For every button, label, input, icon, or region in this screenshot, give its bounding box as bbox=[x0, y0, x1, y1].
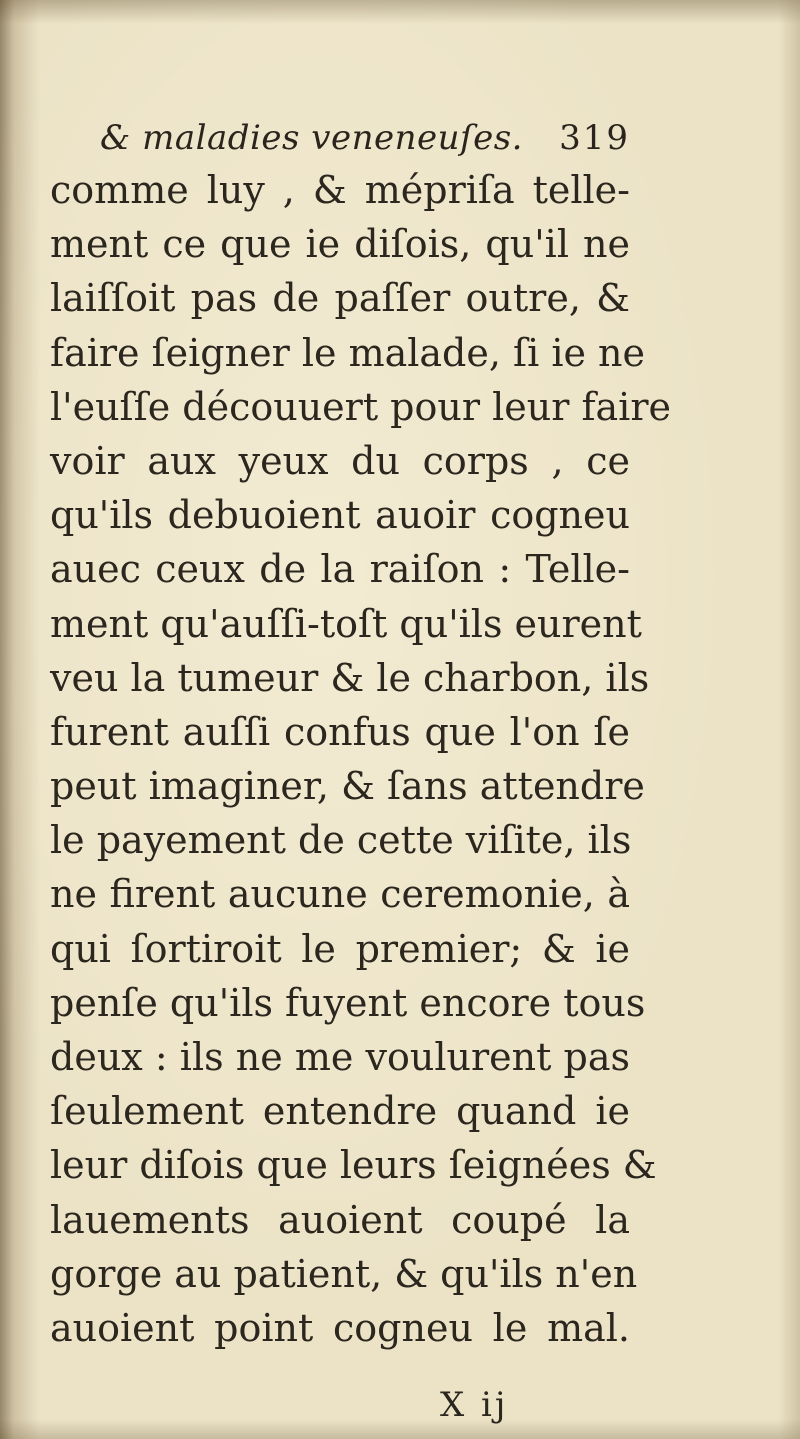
text-line: leur diſois que leurs ſeignées & bbox=[50, 1143, 657, 1188]
text-line: lauements auoient coupé la bbox=[50, 1197, 630, 1242]
page-number: 319 bbox=[559, 118, 630, 158]
text-line: penſe qu'ils fuyent encore tous bbox=[50, 980, 646, 1025]
text-line: comme luy , & mépriſa telle- bbox=[50, 168, 630, 212]
text-line: qui ſortiroit le premier; & ie bbox=[50, 926, 630, 971]
text-line: faire ſeigner le malade, ſi ie ne bbox=[50, 330, 646, 375]
text-line: furent auſſi confus que l'on ſe bbox=[50, 709, 630, 754]
running-title: & maladies veneneuſes. bbox=[100, 118, 523, 158]
body-text bbox=[50, 163, 671, 1355]
text-line: deux : ils ne me voulurent pas bbox=[50, 1035, 630, 1079]
text-line: ſeulement entendre quand ie bbox=[50, 1089, 630, 1134]
text-line: peut imaginer, & ſans attendre bbox=[50, 764, 645, 809]
text-line: ment qu'auſſi-toſt qu'ils eurent bbox=[50, 601, 642, 646]
text-line: l'euſſe découuert pour leur faire bbox=[50, 384, 671, 429]
text-line: ment ce que ie diſois, qu'il ne bbox=[50, 222, 630, 267]
signature-mark: X ij bbox=[440, 1385, 509, 1425]
text-line: laiſſoit pas de paſſer outre, & bbox=[50, 276, 630, 321]
text-line: le payement de cette viſite, ils bbox=[50, 818, 632, 863]
text-line: voir aux yeux du corps , ce bbox=[50, 438, 630, 483]
page-edge bbox=[778, 0, 800, 1439]
text-line: qu'ils debuoient auoir cogneu bbox=[50, 493, 630, 538]
text-line: auoient point cogneu le mal. bbox=[50, 1305, 630, 1350]
text-line: veu la tumeur & le charbon, ils bbox=[50, 655, 650, 700]
text-line: ne firent aucune ceremonie, à bbox=[50, 872, 630, 917]
text-line: auec ceux de la raiſon : Telle- bbox=[50, 547, 630, 592]
text-line: gorge au patient, & qu'ils n'en bbox=[50, 1251, 638, 1296]
